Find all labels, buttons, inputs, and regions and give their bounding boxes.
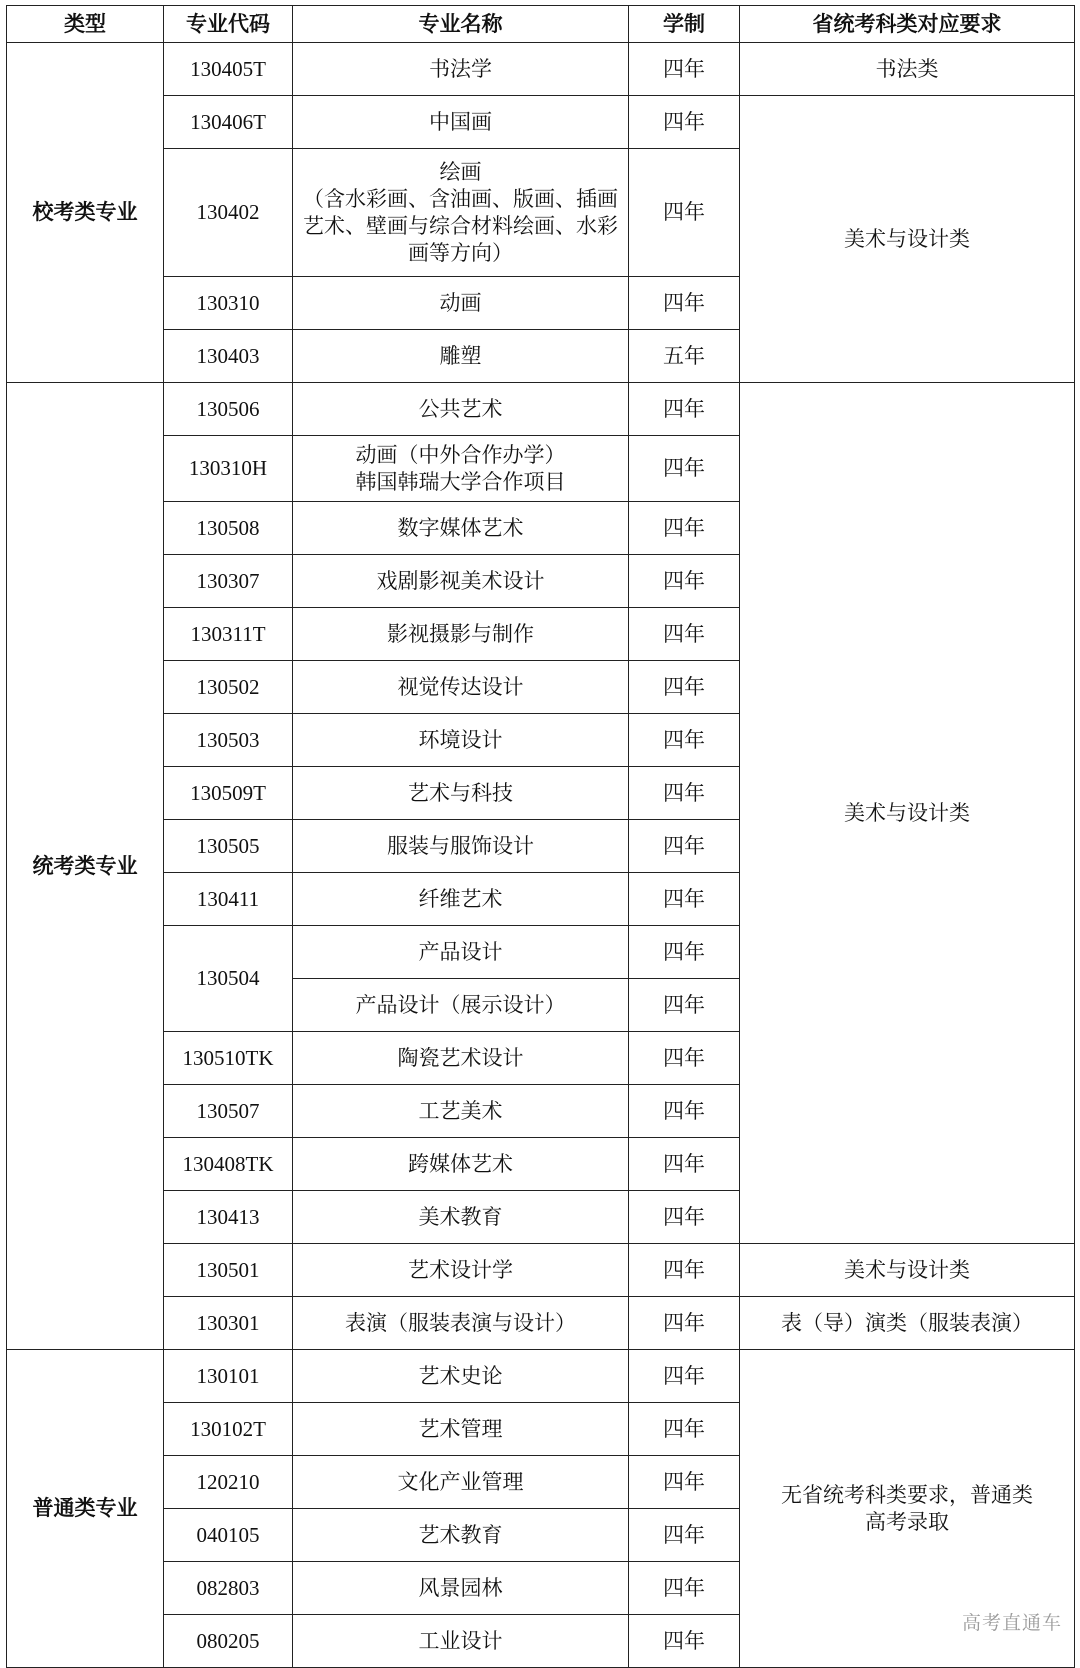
code-cell: 130413	[164, 1191, 293, 1244]
name-cell: 工艺美术	[293, 1085, 629, 1138]
code-cell: 130507	[164, 1085, 293, 1138]
requirement-cell: 书法类	[740, 43, 1075, 96]
code-cell: 130310	[164, 277, 293, 330]
code-cell: 082803	[164, 1562, 293, 1615]
code-cell: 130101	[164, 1350, 293, 1403]
code-cell: 130307	[164, 555, 293, 608]
name-cell: 纤维艺术	[293, 873, 629, 926]
name-cell: 艺术与科技	[293, 767, 629, 820]
years-cell: 四年	[629, 1191, 740, 1244]
name-cell: 服装与服饰设计	[293, 820, 629, 873]
code-cell: 130301	[164, 1297, 293, 1350]
years-cell: 四年	[629, 96, 740, 149]
name-cell: 雕塑	[293, 330, 629, 383]
code-cell: 080205	[164, 1615, 293, 1668]
name-cell: 跨媒体艺术	[293, 1138, 629, 1191]
years-cell: 四年	[629, 1562, 740, 1615]
name-cell: 动画	[293, 277, 629, 330]
majors-table	[6, 5, 1075, 1668]
name-cell	[293, 149, 629, 277]
name-cell: 艺术设计学	[293, 1244, 629, 1297]
years-cell: 四年	[629, 383, 740, 436]
code-cell: 130405T	[164, 43, 293, 96]
name-cell: 产品设计（展示设计）	[293, 979, 629, 1032]
name-cell: 戏剧影视美术设计	[293, 555, 629, 608]
years-cell: 四年	[629, 926, 740, 979]
name-cell: 中国画	[293, 96, 629, 149]
header-type: 类型	[7, 6, 164, 43]
requirement-cell: 美术与设计类	[740, 1244, 1075, 1297]
name-cell: 公共艺术	[293, 383, 629, 436]
name-cell: 艺术史论	[293, 1350, 629, 1403]
code-cell: 130406T	[164, 96, 293, 149]
code-cell: 120210	[164, 1456, 293, 1509]
years-cell: 四年	[629, 436, 740, 502]
code-cell: 130506	[164, 383, 293, 436]
name-line: 画等方向）	[408, 240, 513, 265]
table-row	[7, 1244, 1075, 1297]
years-cell: 四年	[629, 502, 740, 555]
code-cell: 130505	[164, 820, 293, 873]
name-cell: 陶瓷艺术设计	[293, 1032, 629, 1085]
group-label-school-exam: 校考类专业	[7, 43, 164, 383]
code-cell: 130510TK	[164, 1032, 293, 1085]
name-cell: 艺术教育	[293, 1509, 629, 1562]
years-cell: 四年	[629, 1138, 740, 1191]
years-cell: 四年	[629, 714, 740, 767]
header-row	[7, 6, 1075, 43]
years-cell: 四年	[629, 1350, 740, 1403]
years-cell: 四年	[629, 149, 740, 277]
years-cell: 四年	[629, 608, 740, 661]
code-cell: 130402	[164, 149, 293, 277]
years-cell: 四年	[629, 661, 740, 714]
name-line: 韩国韩瑞大学合作项目	[355, 469, 566, 494]
code-cell: 130503	[164, 714, 293, 767]
years-cell: 四年	[629, 43, 740, 96]
table-row	[7, 43, 1075, 96]
years-cell: 四年	[629, 1244, 740, 1297]
name-line: 动画（中外合作办学）	[355, 442, 566, 467]
group-label-general: 普通类专业	[7, 1350, 164, 1668]
code-cell: 130501	[164, 1244, 293, 1297]
code-cell: 130509T	[164, 767, 293, 820]
name-line: 绘画	[439, 159, 482, 184]
years-cell: 四年	[629, 555, 740, 608]
table-row	[7, 383, 1075, 436]
years-cell: 四年	[629, 820, 740, 873]
name-line: （含水彩画、含油画、版画、插画	[303, 186, 618, 211]
table-row	[7, 96, 1075, 149]
name-cell: 风景园林	[293, 1562, 629, 1615]
code-cell: 130502	[164, 661, 293, 714]
code-cell: 130310H	[164, 436, 293, 502]
document-page	[6, 5, 1074, 1668]
group-label-unified-exam: 统考类专业	[7, 383, 164, 1350]
years-cell: 四年	[629, 1403, 740, 1456]
name-cell: 数字媒体艺术	[293, 502, 629, 555]
requirement-cell: 美术与设计类	[740, 96, 1075, 383]
header-code: 专业代码	[164, 6, 293, 43]
name-cell: 美术教育	[293, 1191, 629, 1244]
name-cell	[293, 436, 629, 502]
name-cell: 表演（服装表演与设计）	[293, 1297, 629, 1350]
header-requirement: 省统考科类对应要求	[740, 6, 1075, 43]
name-cell: 视觉传达设计	[293, 661, 629, 714]
name-cell: 工业设计	[293, 1615, 629, 1668]
requirement-line: 无省统考科类要求，普通类	[781, 1482, 1033, 1507]
code-cell: 130504	[164, 926, 293, 1032]
years-cell: 四年	[629, 277, 740, 330]
years-cell: 四年	[629, 1032, 740, 1085]
years-cell: 四年	[629, 1615, 740, 1668]
name-cell: 环境设计	[293, 714, 629, 767]
years-cell: 四年	[629, 767, 740, 820]
years-cell: 四年	[629, 1085, 740, 1138]
name-cell: 书法学	[293, 43, 629, 96]
years-cell: 四年	[629, 1509, 740, 1562]
code-cell: 040105	[164, 1509, 293, 1562]
name-cell: 产品设计	[293, 926, 629, 979]
years-cell: 四年	[629, 1456, 740, 1509]
watermark-text: 高考直通车	[961, 1612, 1062, 1634]
name-cell: 影视摄影与制作	[293, 608, 629, 661]
requirement-line: 高考录取	[865, 1509, 949, 1534]
code-cell: 130408TK	[164, 1138, 293, 1191]
requirement-cell: 表（导）演类（服装表演）	[740, 1297, 1075, 1350]
code-cell: 130403	[164, 330, 293, 383]
name-line: 艺术、壁画与综合材料绘画、水彩	[303, 213, 618, 238]
years-cell: 四年	[629, 1297, 740, 1350]
years-cell: 五年	[629, 330, 740, 383]
years-cell: 四年	[629, 873, 740, 926]
name-cell: 文化产业管理	[293, 1456, 629, 1509]
years-cell: 四年	[629, 979, 740, 1032]
code-cell: 130311T	[164, 608, 293, 661]
code-cell: 130508	[164, 502, 293, 555]
header-name: 专业名称	[293, 6, 629, 43]
table-row	[7, 1350, 1075, 1403]
code-cell: 130411	[164, 873, 293, 926]
name-cell: 艺术管理	[293, 1403, 629, 1456]
header-years: 学制	[629, 6, 740, 43]
table-row	[7, 1297, 1075, 1350]
code-cell: 130102T	[164, 1403, 293, 1456]
requirement-cell: 美术与设计类	[740, 383, 1075, 1244]
